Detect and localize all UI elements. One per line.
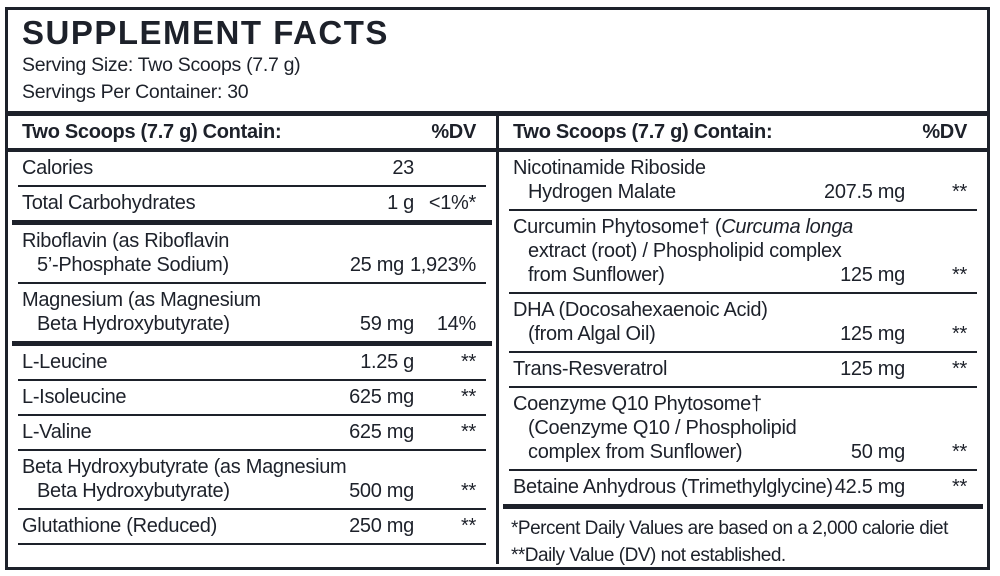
ingredient-row [499, 471, 987, 504]
ingredient-name: Riboflavin (as Riboflavin 5’-Phosphate Sodium) [22, 230, 230, 276]
ingredient-name: L-Leucine [22, 351, 108, 373]
serving-size-text: Serving Size: Two Scoops (7.7 g) [22, 54, 301, 76]
ingredient-amount: 207.5 mg [824, 181, 905, 203]
ingredient-amount: 125 mg [840, 358, 905, 380]
ingredient-name: Betaine Anhydrous (Trimethylglycine) [513, 476, 833, 498]
ingredient-name: Curcumin Phytosome† (Curcuma longa extract (root) / Phospholipid complex from Sunflower) [513, 216, 853, 286]
ingredient-dv: <1%* [428, 192, 476, 214]
ingredient-amount: 50 mg [850, 441, 905, 463]
footnote-percent-dv: *Percent Daily Values are based on a 2,000 calorie diet [511, 518, 948, 539]
ingredient-row [499, 294, 987, 351]
ingredient-dv: ** [952, 441, 967, 463]
ingredient-amount: 625 mg [349, 386, 414, 408]
ingredient-name: Total Carbohydrates [22, 192, 196, 214]
ingredient-dv: ** [952, 264, 967, 286]
ingredient-amount: 125 mg [840, 264, 905, 286]
ingredient-amount: 1 g [387, 192, 414, 214]
column-header-label: Two Scoops (7.7 g) Contain: [22, 121, 282, 143]
column-header-label: Two Scoops (7.7 g) Contain: [513, 121, 773, 143]
column-header-dv: %DV [431, 121, 476, 143]
ingredient-dv: ** [952, 181, 967, 203]
supplement-facts-panel [5, 7, 990, 570]
footnote-dv-not-established: **Daily Value (DV) not established. [511, 545, 786, 566]
ingredient-name: Nicotinamide Riboside Hydrogen Malate [513, 157, 706, 203]
ingredient-dv: ** [461, 515, 476, 537]
ingredient-row [8, 510, 496, 543]
ingredient-row [8, 152, 496, 185]
ingredient-amount: 250 mg [349, 515, 414, 537]
ingredient-dv: 14% [436, 313, 476, 335]
ingredient-amount: 500 mg [349, 480, 414, 502]
ingredient-amount: 42.5 mg [834, 476, 905, 498]
ingredient-amount: 25 mg [349, 254, 404, 276]
ingredient-amount: 625 mg [349, 421, 414, 443]
ingredient-name: Beta Hydroxybutyrate (as Magnesium Beta Hydroxybutyrate) [22, 456, 347, 502]
panel-header [8, 10, 987, 108]
ingredient-dv: ** [952, 358, 967, 380]
ingredient-name: Calories [22, 157, 93, 179]
footnotes [499, 509, 987, 570]
ingredient-row [8, 284, 496, 341]
column-header-dv: %DV [922, 121, 967, 143]
ingredient-amount: 1.25 g [360, 351, 414, 373]
ingredient-name: DHA (Docosahexaenoic Acid) (from Algal Oil) [513, 299, 768, 345]
right-column-header [499, 116, 987, 152]
facts-columns [8, 116, 987, 564]
ingredient-dv: ** [461, 386, 476, 408]
row-separator [18, 543, 486, 545]
ingredient-dv: ** [952, 323, 967, 345]
ingredient-row [8, 187, 496, 220]
left-ingredient-rows [8, 152, 496, 545]
ingredient-name: Coenzyme Q10 Phytosome† (Coenzyme Q10 / Phospholipid complex from Sunflower) [513, 393, 797, 463]
ingredient-dv: ** [461, 351, 476, 373]
ingredient-row [499, 388, 987, 469]
ingredient-amount: 125 mg [840, 323, 905, 345]
ingredient-row [8, 451, 496, 508]
ingredient-dv: ** [461, 480, 476, 502]
ingredient-dv: ** [461, 421, 476, 443]
ingredient-name: Glutathione (Reduced) [22, 515, 217, 537]
ingredient-row [8, 416, 496, 449]
ingredient-row [499, 353, 987, 386]
ingredient-dv: ** [952, 476, 967, 498]
ingredient-amount: 23 [392, 157, 414, 179]
right-column [499, 116, 987, 564]
ingredient-name: Magnesium (as Magnesium Beta Hydroxybutyrate) [22, 289, 261, 335]
ingredient-name: Trans-Resveratrol [513, 358, 668, 380]
servings-per-container-text: Servings Per Container: 30 [22, 81, 249, 103]
ingredient-dv: 1,923% [409, 254, 476, 276]
right-ingredient-rows [499, 152, 987, 509]
ingredient-name: L-Isoleucine [22, 386, 127, 408]
left-column-header [8, 116, 496, 152]
left-column [8, 116, 496, 564]
ingredient-row [8, 225, 496, 282]
ingredient-row [8, 346, 496, 379]
ingredient-row [499, 152, 987, 209]
ingredient-row [499, 211, 987, 292]
ingredient-name: L-Valine [22, 421, 92, 443]
ingredient-amount: 59 mg [359, 313, 414, 335]
ingredient-row [8, 381, 496, 414]
panel-title: SUPPLEMENT FACTS [22, 14, 389, 51]
